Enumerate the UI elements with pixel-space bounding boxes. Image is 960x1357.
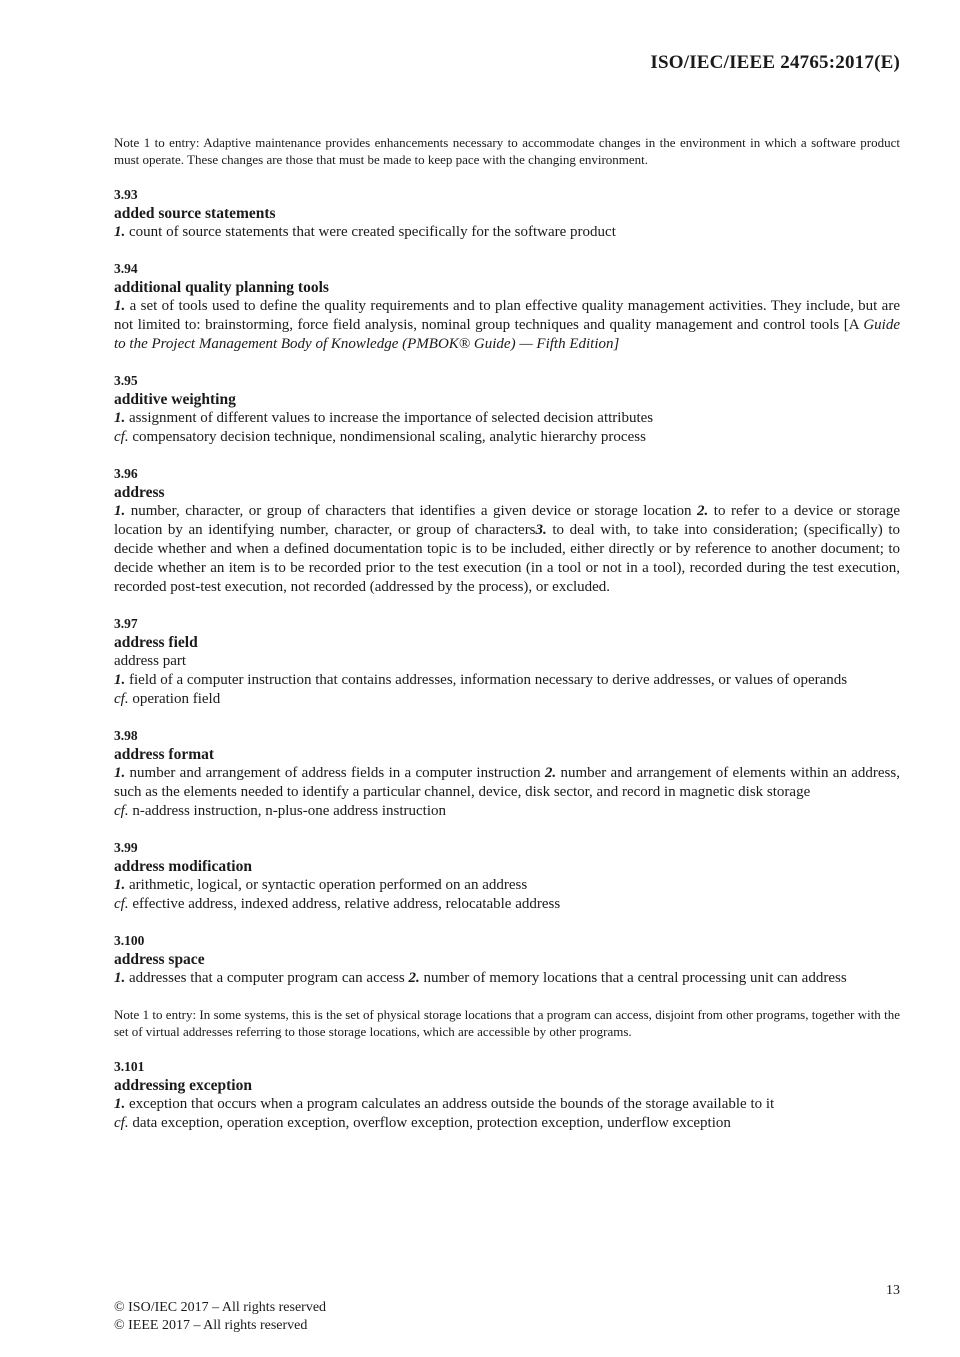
copyright-iso: © ISO/IEC 2017 – All rights reserved xyxy=(114,1300,327,1315)
entry-term: additional quality planning tools xyxy=(114,279,329,296)
term-entry xyxy=(114,726,900,821)
entry-term: added source statements xyxy=(114,205,276,222)
entry-cross-reference: cf. effective address, indexed address, relative address, relocatable address xyxy=(114,896,561,912)
entry-number: 3.95 xyxy=(114,373,138,388)
term-entry xyxy=(114,614,900,709)
entry-term: address modification xyxy=(114,858,252,875)
entry-citation: Guide to the Project Management Body of Knowledge (PMBOK® Guide) — Fifth Edition] xyxy=(114,317,900,352)
term-entry xyxy=(114,931,900,1040)
term-entry xyxy=(114,464,900,597)
entry-cross-reference: cf. compensatory decision technique, nondimensional scaling, analytic hierarchy process xyxy=(114,429,646,445)
entry-cross-reference: cf. data exception, operation exception, overflow exception, protection exception, underflow exception xyxy=(114,1115,731,1131)
term-entry xyxy=(114,838,900,914)
standard-identifier: ISO/IEC/IEEE 24765:2017(E) xyxy=(650,52,900,73)
term-entry xyxy=(114,1057,900,1133)
copyright-ieee: © IEEE 2017 – All rights reserved xyxy=(114,1318,308,1333)
entry-term: address space xyxy=(114,951,205,968)
entry-cross-reference: cf. n-address instruction, n-plus-one address instruction xyxy=(114,803,447,819)
entry-definition: 1. exception that occurs when a program calculates an address outside the bounds of the storage available to it xyxy=(114,1096,775,1112)
entry-number: 3.99 xyxy=(114,840,138,855)
entry-number: 3.101 xyxy=(114,1059,145,1074)
entry-definition: 1. count of source statements that were created specifically for the software product xyxy=(114,224,616,240)
entry-definition: 1. arithmetic, logical, or syntactic operation performed on an address xyxy=(114,877,528,893)
lead-note: Note 1 to entry: Adaptive maintenance provides enhancements necessary to accommodate changes in the environment in which a software product must operate. These changes are those that must be made to keep pace with the changing environment. xyxy=(114,135,900,167)
term-entry xyxy=(114,185,900,242)
entry-note: Note 1 to entry: In some systems, this is the set of physical storage locations that a program can access, disjoint from other programs, together with the set of virtual addresses referring to those storage locations, which are accessible by other programs. xyxy=(114,1007,900,1039)
entry-definition: 1. a set of tools used to define the quality requirements and to plan effective quality management activities. They include, but are not limited to: brainstorming, force field analysis, nominal group techniques and quality management and control tools [A Guide to the Project Management Body of Knowledge (PMBOK® Guide) — Fifth Edition] xyxy=(114,298,900,352)
entry-number: 3.93 xyxy=(114,187,138,202)
entry-number: 3.97 xyxy=(114,616,138,631)
page-content xyxy=(114,134,900,1133)
entry-definition: 1. addresses that a computer program can access 2. number of memory locations that a central processing unit can address xyxy=(114,970,847,986)
entry-term: additive weighting xyxy=(114,391,236,408)
entry-cross-reference: cf. operation field xyxy=(114,691,221,707)
term-entry xyxy=(114,371,900,447)
entry-term: address format xyxy=(114,746,215,763)
entry-number: 3.94 xyxy=(114,261,138,276)
entry-definition: 1. field of a computer instruction that contains addresses, information necessary to derive addresses, or values of operands xyxy=(114,672,848,688)
entry-term: addressing exception xyxy=(114,1077,252,1094)
entry-term: address xyxy=(114,484,165,501)
entry-term: address field xyxy=(114,634,198,651)
page-number: 13 xyxy=(886,1283,900,1298)
entry-definition: 1. number, character, or group of characters that identifies a given device or storage location 2. to refer to a device or storage location by an identifying number, character, or group of characters3. to deal with, to take into consideration; (specifically) to decide whether and when a defined documentation topic is to be included, either directly or by reference to another document; to decide whether an item is to be recorded prior to the test execution (in a tool or not in a tool), recorded during the test execution, recorded post-test execution, not recorded (addressed by the process), or excluded. xyxy=(114,503,900,595)
entry-definition: 1. number and arrangement of address fields in a computer instruction 2. number and arrangement of elements within an address, such as the elements needed to identify a particular channel, device, disk sector, and record in magnetic disk storage xyxy=(114,765,900,800)
entry-number: 3.96 xyxy=(114,466,138,481)
entry-number: 3.98 xyxy=(114,728,138,743)
entry-number: 3.100 xyxy=(114,933,145,948)
entry-synonym: address part xyxy=(114,653,187,669)
entry-definition: 1. assignment of different values to increase the importance of selected decision attributes xyxy=(114,410,654,426)
copyright-footer xyxy=(114,1299,326,1335)
term-entry xyxy=(114,259,900,354)
